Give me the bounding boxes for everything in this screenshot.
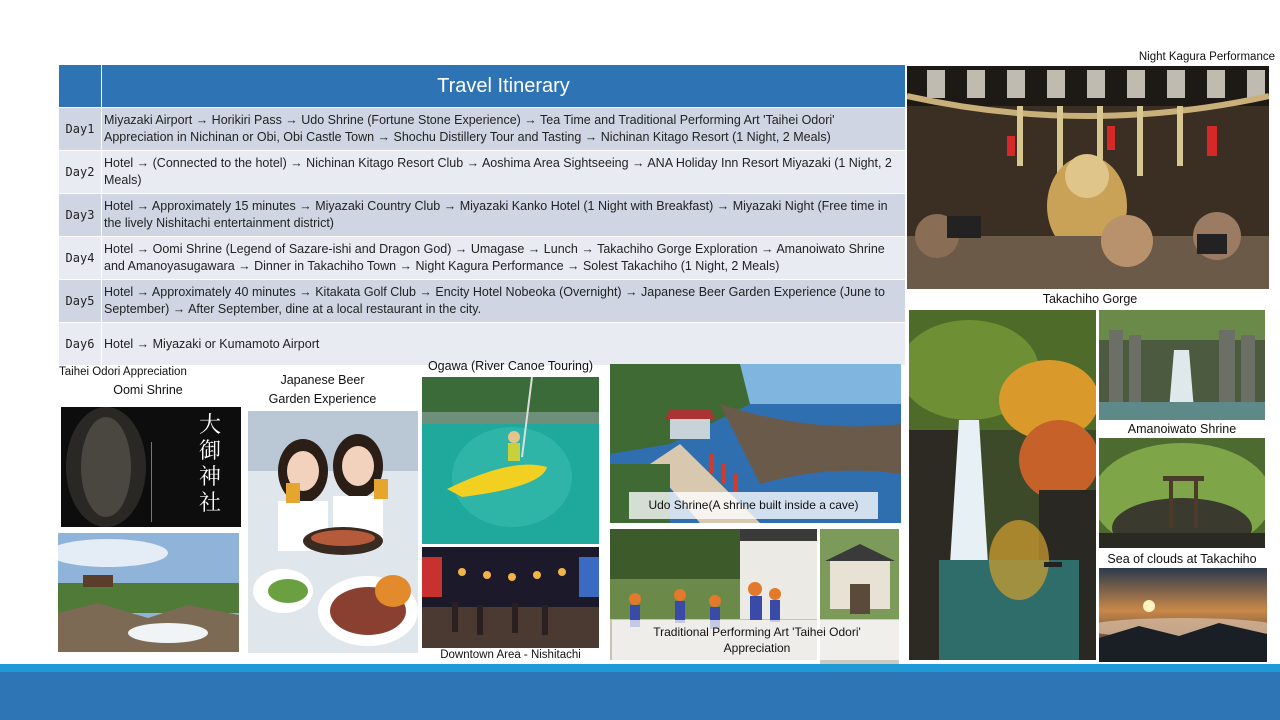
day-label: Day2 xyxy=(59,151,102,194)
day-label: Day6 xyxy=(59,323,102,366)
downtown-photo xyxy=(422,547,599,648)
svg-text:神: 神 xyxy=(198,465,222,490)
table-row xyxy=(59,108,906,151)
night-kagura-photo xyxy=(907,66,1269,289)
takachiho-gorge-caption: Takachiho Gorge xyxy=(1042,292,1138,306)
day-plan: Hotel → (Connected to the hotel) → Nichinan Kitago Resort Club → Aoshima Area Sightseeing → ANA Holiday Inn Resort Miyazaki (1 Night, 2 Meals) xyxy=(102,151,906,194)
river-canoe-photo xyxy=(422,377,599,544)
downtown-caption: Downtown Area - Nishitachi xyxy=(440,649,581,661)
day-plan: Hotel → Approximately 15 minutes → Miyazaki Country Club → Miyazaki Kanko Hotel (1 Night with Breakfast) → Miyazaki Night (Free time in the lively Nishitachi entertainment district) xyxy=(102,194,906,237)
svg-text:大: 大 xyxy=(198,413,222,438)
taihei-label-line1: Traditional Performing Art 'Taihei Odori' xyxy=(653,625,861,639)
oomi-caption: Oomi Shrine xyxy=(113,383,183,397)
day-plan: Hotel → Approximately 40 minutes → Kitakata Golf Club → Encity Hotel Nobeoka (Overnight) → Japanese Beer Garden Experience (June to September) → After September, dine at a local restaurant in the city. xyxy=(102,280,906,323)
table-title: Travel Itinerary xyxy=(102,65,906,108)
day-plan: Hotel → Oomi Shrine (Legend of Sazare-ishi and Dragon God) → Umagase → Lunch → Takachiho Gorge Exploration → Amanoiwato Shrine and Amanoyasugawara → Dinner in Takachiho Town → Night Kagura Performance → Solest Takachiho (1 Night, 2 Meals) xyxy=(102,237,906,280)
takachiho-gorge-photo xyxy=(909,310,1096,660)
footer-bar xyxy=(0,672,1280,720)
header-day-cell xyxy=(59,65,102,108)
table-row xyxy=(59,151,906,194)
day-label: Day1 xyxy=(59,108,102,151)
gorge-cliffs-photo xyxy=(1099,310,1265,420)
table-row xyxy=(59,237,906,280)
beer-caption-line1: Japanese Beer xyxy=(280,373,365,387)
sea-of-clouds-caption: Sea of clouds at Takachiho xyxy=(1107,552,1257,566)
day-plan: Miyazaki Airport → Horikiri Pass → Udo Shrine (Fortune Stone Experience) → Tea Time and Traditional Performing Art 'Taihei Odori' Appreciation in Nichinan or Obi, Obi Castle Town → Shochu Distillery Tour and Tasting → Nichinan Kitago Resort (1 Night, 2 Meals) xyxy=(102,108,906,151)
coastal-rocks-photo xyxy=(58,533,239,652)
table-header-row xyxy=(59,65,906,108)
taihei-odori-label xyxy=(612,620,902,660)
beer-caption-line2: Garden Experience xyxy=(268,392,377,406)
footer-accent-bar xyxy=(0,664,1280,672)
oomi-shrine-sign-image xyxy=(193,410,223,524)
table-row xyxy=(59,194,906,237)
sea-of-clouds-photo xyxy=(1099,568,1267,662)
taihei-small-caption: Taihei Odori Appreciation xyxy=(59,366,187,378)
day-label: Day3 xyxy=(59,194,102,237)
itinerary-table xyxy=(58,64,906,366)
day-plan: Hotel → Miyazaki or Kumamoto Airport xyxy=(102,323,906,366)
beer-garden-caption xyxy=(255,371,390,409)
table-row xyxy=(59,280,906,323)
taihei-label-line2: Appreciation xyxy=(723,641,791,655)
amanoiwato-photo xyxy=(1099,438,1265,548)
amanoiwato-caption: Amanoiwato Shrine xyxy=(1127,422,1237,436)
udo-shrine-label: Udo Shrine(A shrine built inside a cave) xyxy=(629,492,878,519)
svg-text:御: 御 xyxy=(198,439,222,464)
svg-text:社: 社 xyxy=(198,491,222,516)
beer-garden-photo xyxy=(248,411,418,653)
night-kagura-caption: Night Kagura Performance xyxy=(1138,51,1275,63)
ogawa-caption: Ogawa (River Canoe Touring) xyxy=(427,359,594,373)
day-label: Day5 xyxy=(59,280,102,323)
day-label: Day4 xyxy=(59,237,102,280)
